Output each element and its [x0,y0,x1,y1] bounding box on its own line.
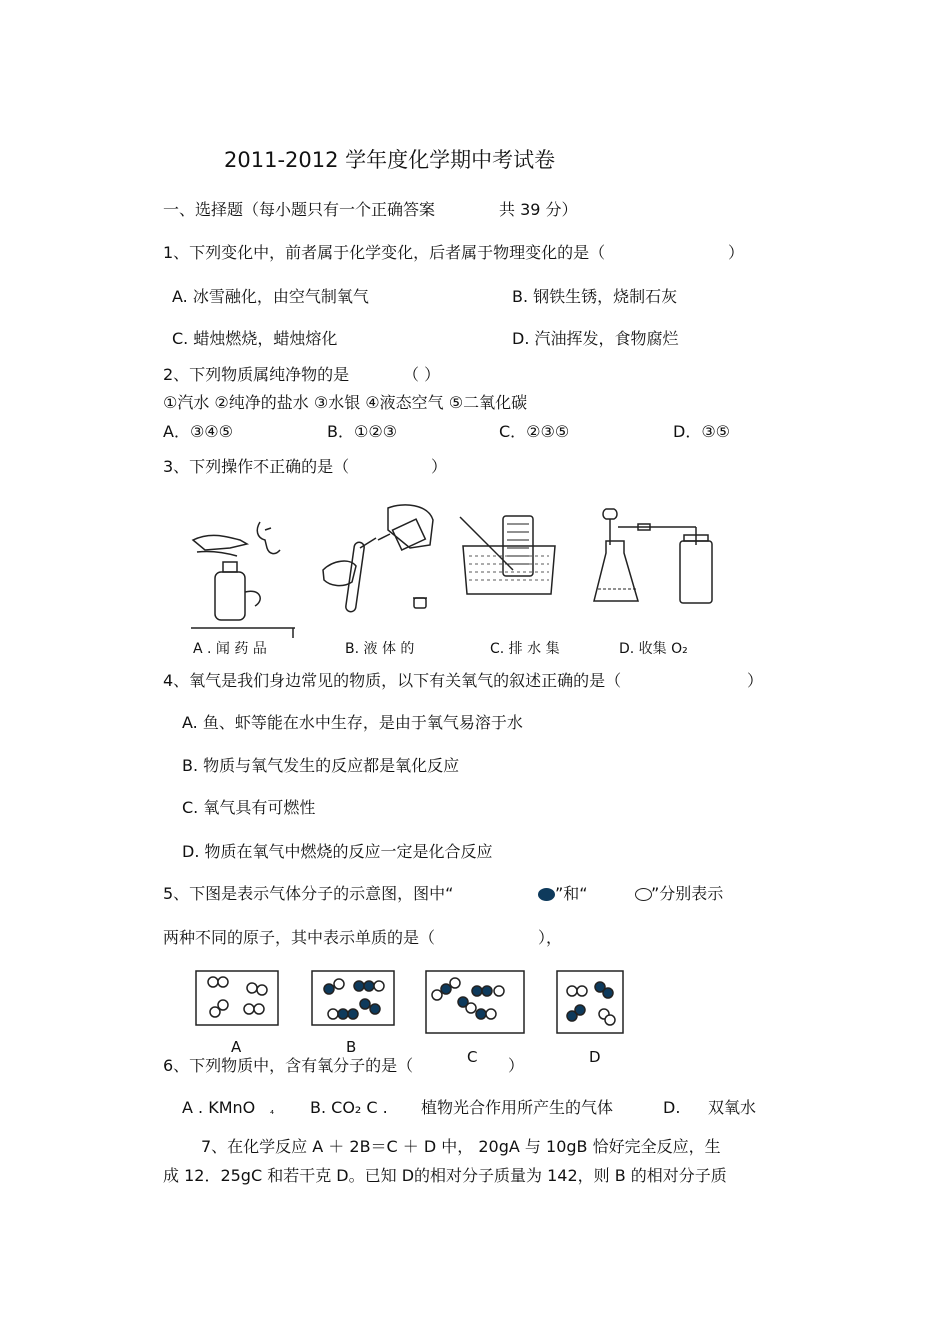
q3-label-d: D. 收集 O₂ [619,641,688,657]
molecule-box-a [195,970,279,1026]
dark-atom-icon [538,888,555,901]
q2-paren: （ ） [403,365,441,384]
q2-option-a: A．③④⑤ [163,422,233,441]
molecule-label-d: D [589,1048,601,1066]
section-score: 共 39 分） [499,200,578,219]
q3-stem: 3、下列操作不正确的是（ [163,457,350,476]
molecule-label-b: B [346,1038,357,1056]
q5-line2-close: ）， [538,928,563,947]
q4-option-b: B. 物质与氧气发生的反应都是氧化反应 [182,756,460,775]
molecule-label-a: A [231,1038,242,1056]
pour-liquid-figure [318,500,443,630]
q6-option-c: 植物光合作用所产生的气体 [421,1098,614,1117]
q6-option-a-subscript: ₄ [270,1106,275,1117]
q5-stem-b: ”和“ [555,884,588,903]
smell-chemical-figure [185,510,300,640]
q6-option-d-letter: D. [663,1098,681,1117]
q6-stem: 6、下列物质中，含有氧分子的是（ [163,1056,414,1075]
q1-option-a: A. 冰雪融化，由空气制氧气 [172,287,369,306]
q3-label-a: A . 闻 药 品 [193,641,267,657]
q4-close: ） [747,671,764,690]
q3-close: ） [431,457,448,476]
molecule-box-b [311,970,395,1026]
q4-option-d: D. 物质在氧气中燃烧的反应一定是化合反应 [182,842,493,861]
q4-stem: 4、氧气是我们身边常见的物质，以下有关氧气的叙述正确的是（ [163,671,622,690]
q2-items: ①汽水 ②纯净的盐水 ③水银 ④液态空气 ⑤二氧化碳 [163,393,528,412]
q7-line2: 成 12．25gC 和若干克 D。已知 D的相对分子质量为 142，则 B 的相对分子质 [163,1166,727,1185]
q1-option-c: C. 蜡烛燃烧，蜡烛熔化 [172,329,338,348]
q1-option-b: B. 钢铁生锈，烧制石灰 [512,287,678,306]
q5-stem-c: ”分别表示 [651,884,724,903]
molecule-box-d [556,970,624,1034]
q7-line1: 7、在化学反应 A ＋ 2B＝C ＋ D 中， 20gA 与 10gB 恰好完全反应，生 [201,1137,721,1156]
q1-close: ） [728,243,745,262]
q2-option-c: C．②③⑤ [499,422,570,441]
light-atom-icon [635,888,652,901]
molecule-box-c [425,970,525,1034]
molecule-label-c: C [467,1048,478,1066]
q4-option-a: A. 鱼、虾等能在水中生存，是由于氧气易溶于水 [182,713,523,732]
q6-option-d: 双氧水 [708,1098,757,1117]
q2-stem: 2、下列物质属纯净物的是 [163,365,350,384]
q6-option-b: B. CO₂ C . [310,1098,388,1117]
q3-label-c: C. 排 水 集 [490,641,560,657]
section-heading: 一、选择题（每小题只有一个正确答案 [163,200,436,219]
q6-close: ） [508,1056,525,1075]
q6-option-a: A . KMnO [182,1098,256,1117]
q5-line2: 两种不同的原子，其中表示单质的是（ [163,928,436,947]
q3-label-b: B. 液 体 的 [345,641,415,657]
q5-stem-a: 5、下图是表示气体分子的示意图，图中“ [163,884,454,903]
q2-option-d: D．③⑤ [673,422,731,441]
collect-oxygen-figure [592,505,717,610]
page-title: 2011-2012 学年度化学期中考试卷 [224,148,556,172]
q4-option-c: C. 氧气具有可燃性 [182,798,316,817]
water-collection-figure [455,512,565,622]
q1-stem: 1、下列变化中，前者属于化学变化，后者属于物理变化的是（ [163,243,606,262]
q2-option-b: B．①②③ [327,422,398,441]
q1-option-d: D. 汽油挥发，食物腐烂 [512,329,679,348]
